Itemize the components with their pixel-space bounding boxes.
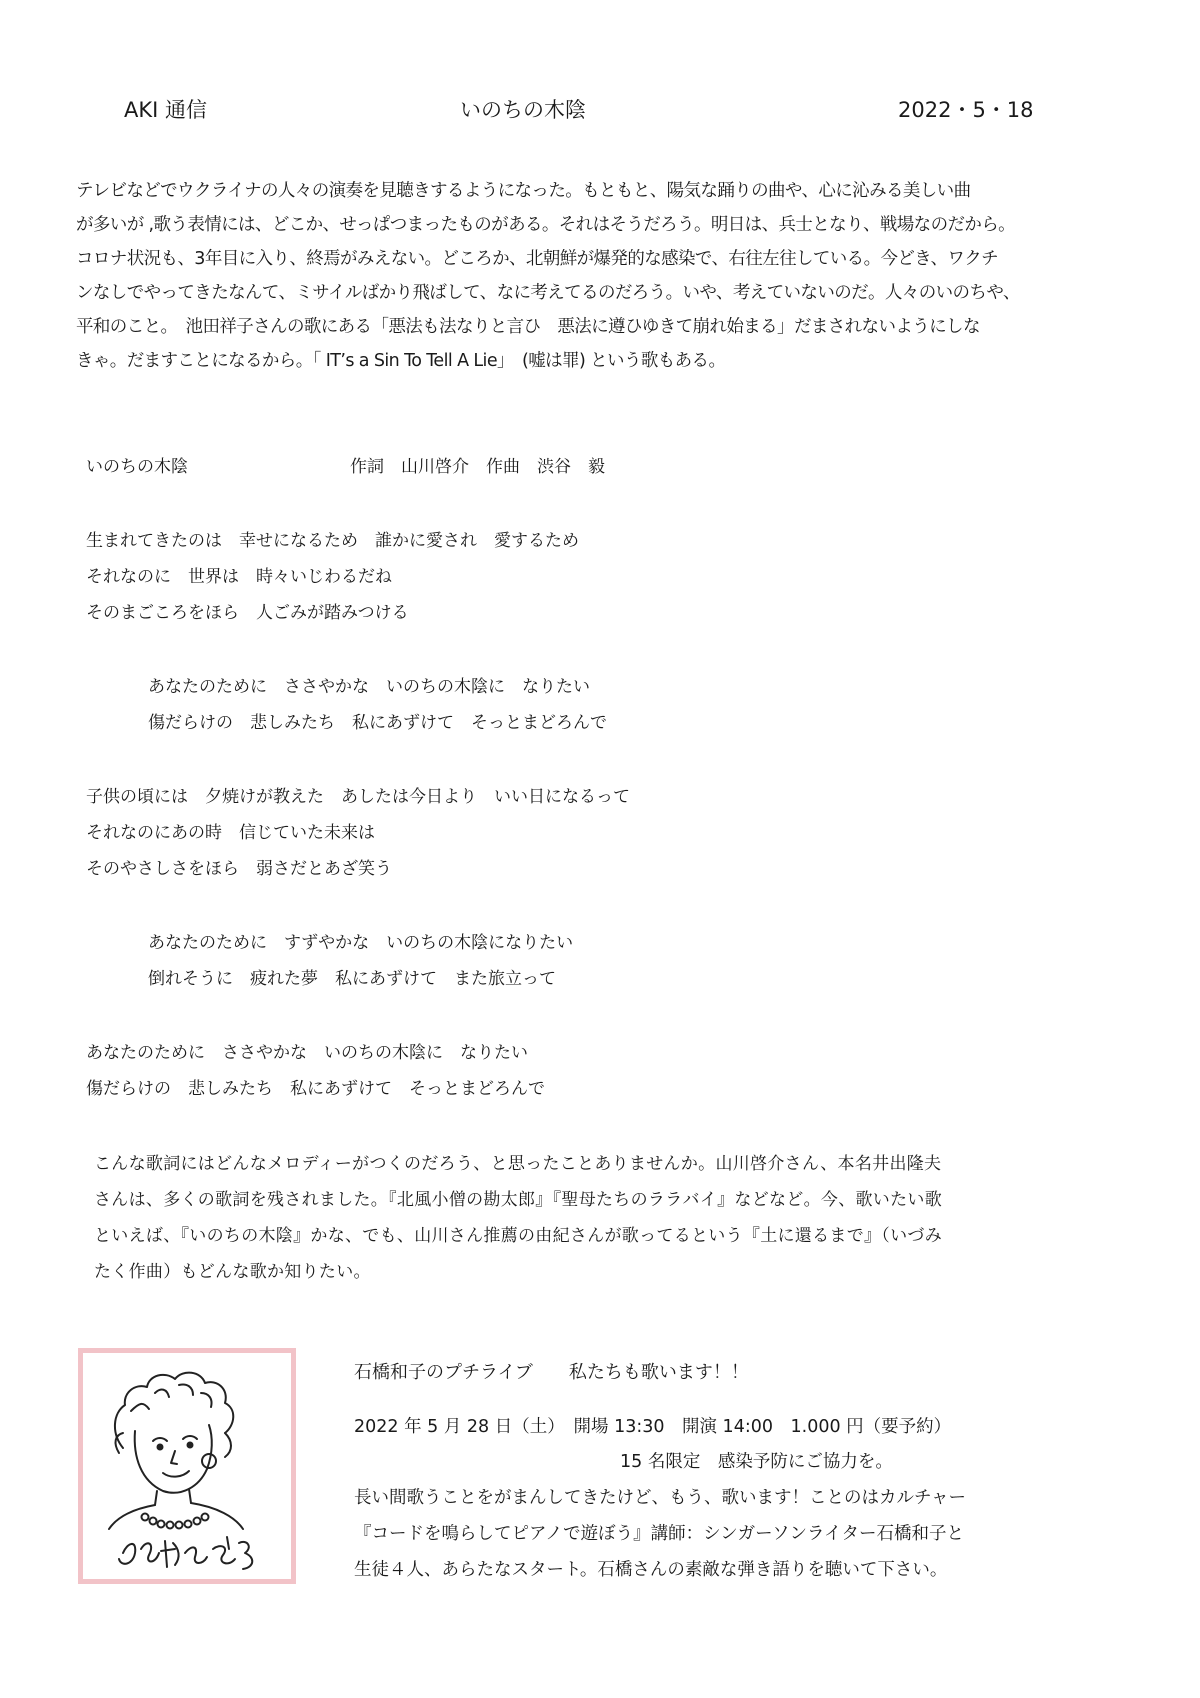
date: 2022・5・18 bbox=[898, 98, 1034, 122]
lyric-line: それなのにあの時 信じていた未来は bbox=[86, 823, 375, 843]
comment-line: さんは、多くの歌詞を残されました。『北風小僧の勘太郎』『聖母たちのララバイ』などなど。今、歌いたい歌 bbox=[94, 1190, 942, 1210]
live-body-line: 長い間歌うことをがまんしてきたけど、もう、歌います！ことのはカルチャー bbox=[354, 1488, 966, 1508]
chorus-line: あなたのために ささやかな いのちの木陰に なりたい bbox=[148, 677, 590, 697]
lyric-line: 子供の頃には 夕焼けが教えた あしたは今日より いい日になるって bbox=[86, 787, 630, 807]
intro-paragraph bbox=[76, 174, 1136, 378]
intro-line: テレビなどでウクライナの人々の演奏を見聴きするようになった。もともと、陽気な踊りの曲や、心に沁みる美しい曲 bbox=[76, 181, 971, 201]
lyric-line: あなたのために ささやかな いのちの木陰に なりたい bbox=[86, 1043, 528, 1063]
live-limit: 15 名限定 感染予防にご協力を。 bbox=[620, 1452, 893, 1472]
song-title: いのちの木陰 bbox=[86, 457, 188, 477]
intro-line: 平和のこと。 池田祥子さんの歌にある「悪法も法なりと言ひ 悪法に遵ひゆきて崩れ始まる」だまされないようにしな bbox=[76, 317, 980, 337]
chorus-line: 倒れそうに 疲れた夢 私にあずけて また旅立って bbox=[148, 969, 556, 989]
chorus-line: 傷だらけの 悲しみたち 私にあずけて そっとまどろんで bbox=[148, 713, 607, 733]
intro-line: ンなしでやってきたなんて、ミサイルばかり飛ばして、なに考えてるのだろう。いや、考えていないのだ。人々のいのちや、 bbox=[76, 283, 1020, 303]
page-title: いのちの木陰 bbox=[460, 98, 586, 122]
newsletter-name: AKI 通信 bbox=[124, 98, 208, 122]
lyric-line: 傷だらけの 悲しみたち 私にあずけて そっとまどろんで bbox=[86, 1079, 545, 1099]
lyric-line: そのやさしさをほら 弱さだとあざ笑う bbox=[86, 859, 392, 879]
comment-paragraph bbox=[94, 1146, 1134, 1290]
chorus-line: あなたのために すずやかな いのちの木陰になりたい bbox=[148, 933, 574, 953]
comment-line: こんな歌詞にはどんなメロディーがつくのだろう、と思ったことありませんか。山川啓介さん、本名井出隆夫 bbox=[94, 1154, 942, 1174]
comment-line: たく作曲）もどんな歌か知りたい。 bbox=[94, 1262, 371, 1282]
intro-line: コロナ状況も、3年目に入り、終焉がみえない。どころか、北朝鮮が爆発的な感染で、右往左往している。今どき、ワクチ bbox=[76, 249, 999, 269]
comment-line: といえば、『いのちの木陰』かな、でも、山川さん推薦の由紀さんが歌ってるという『土に還るまで』（いづみ bbox=[94, 1226, 942, 1246]
song-credits: 作詞 山川啓介 作曲 渋谷 毅 bbox=[350, 457, 605, 477]
live-body-line: 『コードを鳴らしてピアノで遊ぼう』講師：シンガーソンライター石橋和子と bbox=[354, 1524, 964, 1544]
intro-line: が多いが ,歌う表情には、どこか、せっぱつまったものがある。それはそうだろう。明日は、兵士となり、戦場なのだから。 bbox=[76, 215, 1016, 235]
lyric-line: 生まれてきたのは 幸せになるため 誰かに愛され 愛するため bbox=[86, 531, 579, 551]
lyric-line: それなのに 世界は 時々いじわるだね bbox=[86, 567, 392, 587]
intro-line: きゃ。だますことになるから。「 IT’s a Sin To Tell A Lie」 (嘘は罪) という歌もある。 bbox=[76, 351, 726, 371]
live-title: 石橋和子のプチライブ 私たちも歌います！！ bbox=[354, 1362, 749, 1383]
live-body-line: 生徒４人、あらたなスタート。石橋さんの素敵な弾き語りを聴いて下さい。 bbox=[354, 1560, 948, 1580]
portrait-drawing-icon bbox=[78, 1348, 296, 1584]
lyric-line: そのまごころをほら 人ごみが踏みつける bbox=[86, 603, 409, 623]
live-details: 2022 年 5 月 28 日（土） 開場 13:30 開演 14:00 1.000 円（要予約） bbox=[354, 1417, 952, 1437]
